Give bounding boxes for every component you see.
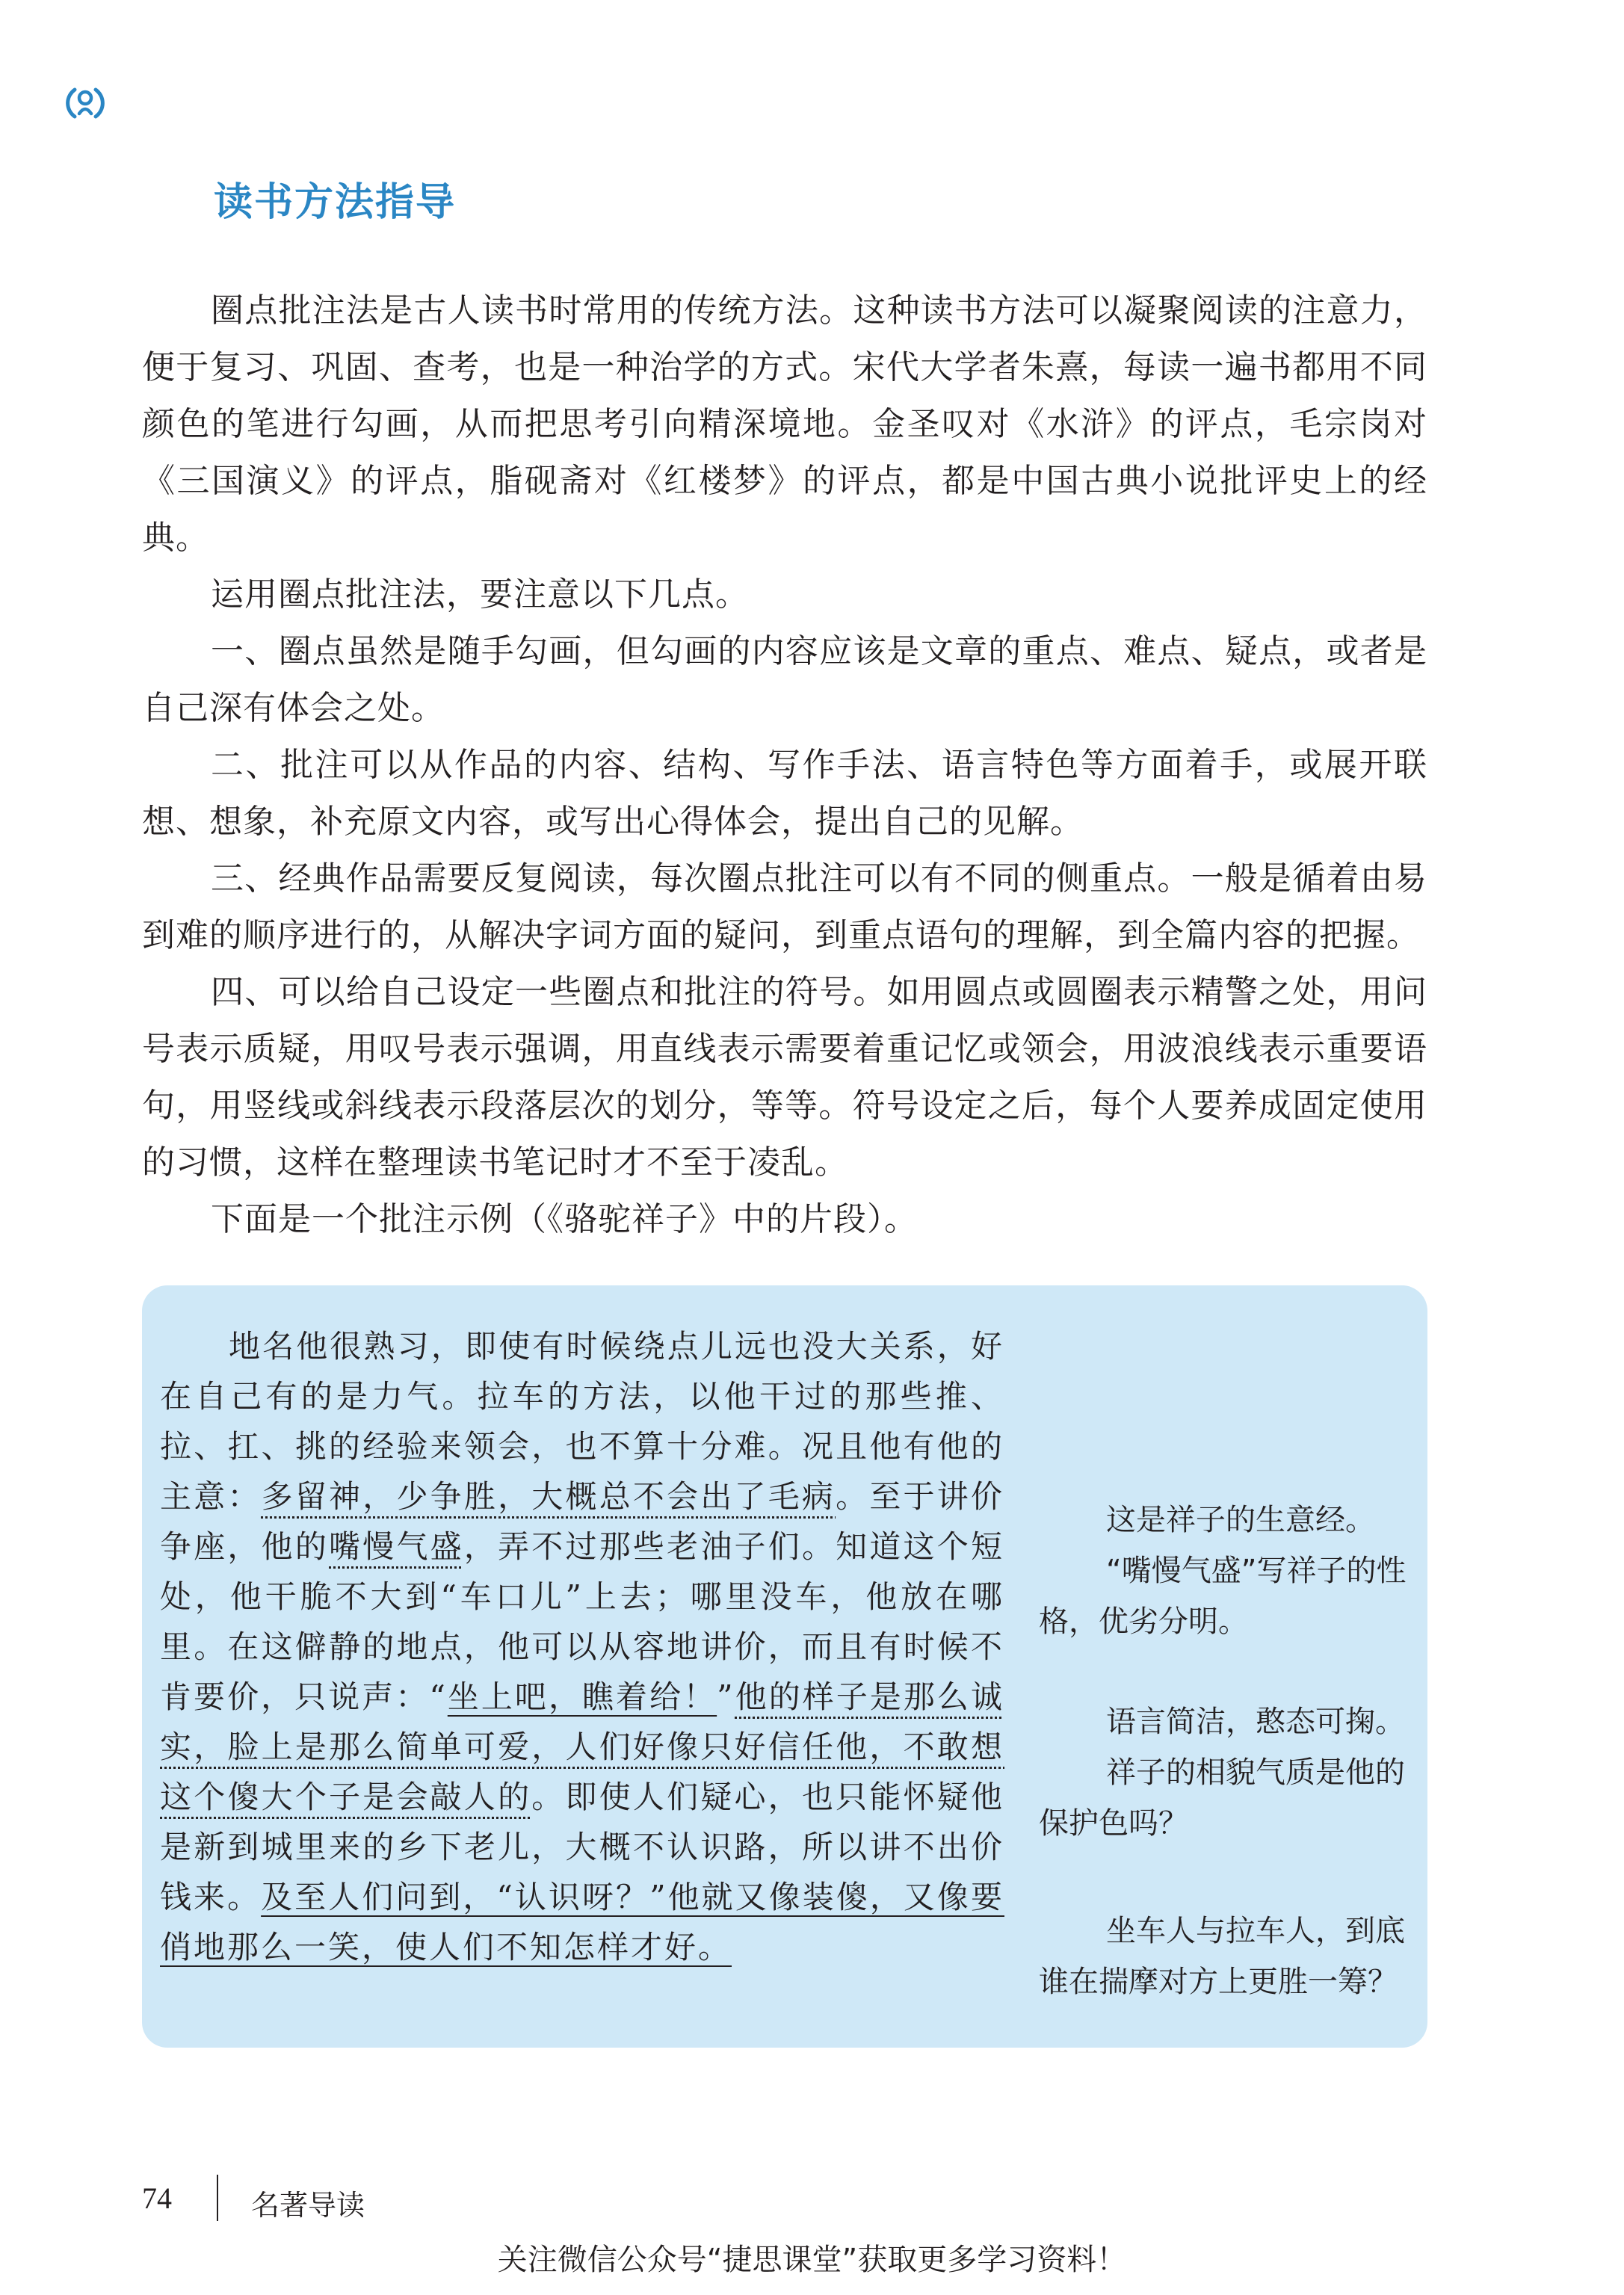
excerpt-segment: ” (717, 1678, 735, 1715)
excerpt-paragraph (160, 1321, 1004, 1972)
annotation-note: 这是祥子的生意经。 (1106, 1503, 1375, 1537)
annotation-notes (1039, 1285, 1412, 2048)
body-paragraph: 下面是一个批注示例（《骆驼祥子》中的片段）。 (211, 1200, 918, 1238)
excerpt-segment: 地名他很熟习，即使有时候绕点儿远也没大关系，好在自己有的是力气。拉车的方法，以他干过的那些推、拉、扛、挑的经验来领会，也不算十分难。况且他有他的主意： (160, 1328, 1004, 1515)
excerpt-segment: ，弄不过那些老油子们。知道这个短处，他干脆不大到“车口儿”上去；哪里没车，他放在哪里。在这僻静的地点，他可以从容地讲价，而且有时候不肯要价，只说声：“ (160, 1528, 1004, 1715)
dotted-phrase: 他的样子是那么诚实，脸上是那么简单可爱，人们好像只好信任他，不敢想这个傻大个子是会敲人的 (160, 1678, 1004, 1815)
body-text (142, 282, 1427, 1248)
dotted-phrase: 多留神，少争胜，大概总不会出了毛病 (261, 1478, 836, 1515)
annotation-example-box (142, 1285, 1427, 2048)
annotation-note: 坐车人与拉车人，到底谁在揣摩对方上更胜一筹？ (1039, 1914, 1405, 1999)
annotation-note: “嘴慢气盛”写祥子的性格，优劣分明。 (1039, 1554, 1407, 1639)
footer-divider (217, 2175, 218, 2221)
excerpt-segment: 。即使人们疑心，也只能怀疑他是新到城里来的乡下老儿，大概不认识路，所以讲不出价钱来。 (160, 1779, 1004, 1915)
body-paragraph: 一、圈点虽然是随手勾画，但勾画的内容应该是文章的重点、难点、疑点，或者是自己深有体会之处。 (142, 632, 1427, 727)
body-paragraph: 二、批注可以从作品的内容、结构、写作手法、语言特色等方面着手，或展开联想、想象，补充原文内容，或写出心得体会，提出自己的见解。 (142, 746, 1427, 841)
body-paragraph: 三、经典作品需要反复阅读，每次圈点批注可以有不同的侧重点。一般是循着由易到难的顺序进行的，从解决字词方面的疑问，到重点语句的理解，到全篇内容的把握。 (142, 859, 1427, 954)
section-title: 读书方法指导 (214, 180, 457, 225)
excerpt-text (160, 1321, 1004, 1972)
page-number: 74 (142, 2181, 172, 2215)
dotted-phrase: 嘴慢气盛 (329, 1528, 464, 1565)
body-paragraph: 圈点批注法是古人读书时常用的传统方法。这种读书方法可以凝聚阅读的注意力，便于复习、巩固、查考，也是一种治学的方式。宋代大学者朱熹，每读一遍书都用不同颜色的笔进行勾画，从而把思考引向精深境地。金圣叹对《水浒》的评点，毛宗岗对《三国演义》的评点，脂砚斋对《红楼梦》的评点，都是中国古典小说批评史上的经典。 (142, 291, 1427, 557)
promo-text: 关注微信公众号“捷思课堂”获取更多学习资料！ (497, 2243, 1127, 2277)
underlined-phrase: 坐上吧，瞧着给！ (447, 1678, 717, 1715)
annotation-note: 祥子的相貌气质是他的保护色吗？ (1039, 1755, 1405, 1841)
body-paragraph: 四、可以给自己设定一些圈点和批注的符号。如用圆点或圆圈表示精警之处，用问号表示质疑，用叹号表示强调，用直线表示需要着重记忆或领会，用波浪线表示重要语句，用竖线或斜线表示段落层次的划分，等等。符号设定之后，每个人要养成固定使用的习惯，这样在整理读书笔记时才不至于凌乱。 (142, 973, 1427, 1182)
annotation-note: 语言简洁，憨态可掬。 (1106, 1705, 1405, 1739)
underlined-phrase: 及至人们问到，“认识呀？”他就又像装傻，又像要俏地那么一笑，使人们不知怎样才好。 (160, 1879, 1004, 1965)
book-title: 名著导读 (251, 2189, 365, 2222)
excerpt-segment: 。至于讲价争座，他的 (160, 1478, 1004, 1565)
reading-guide-icon (66, 84, 105, 123)
body-paragraph: 运用圈点批注法，要注意以下几点。 (211, 575, 749, 614)
